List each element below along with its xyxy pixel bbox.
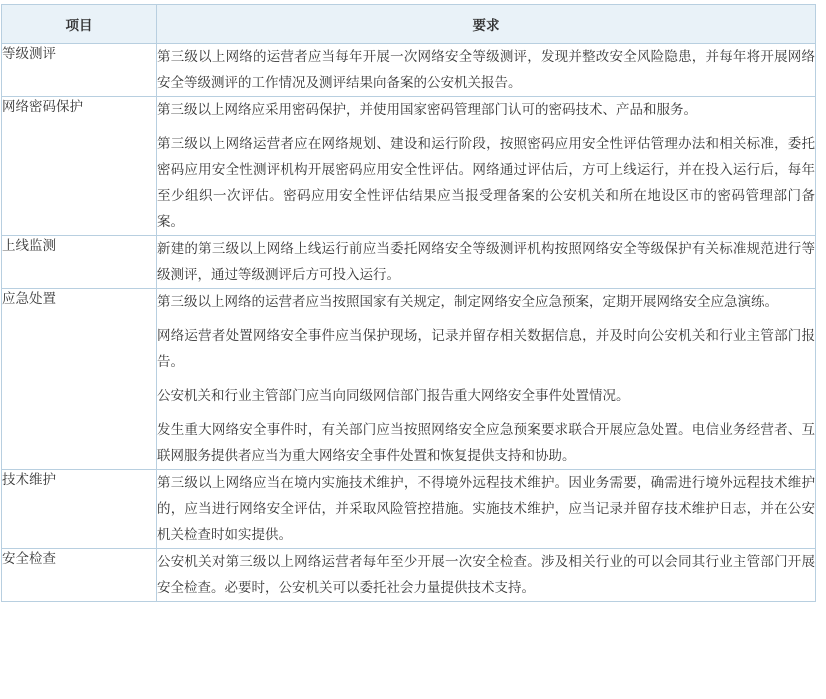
row-item-label: 应急处置 (2, 289, 157, 470)
table-header-row (2, 5, 816, 44)
row-item-label: 等级测评 (2, 44, 157, 97)
row-requirement (157, 44, 816, 97)
table-body (2, 44, 816, 602)
row-requirement (157, 549, 816, 602)
requirement-paragraph: 第三级以上网络运营者应在网络规划、建设和运行阶段，按照密码应用安全性评估管理办法和相关标准，委托密码应用安全性测评机构开展密码应用安全性评估。网络通过评估后，方可上线运行，并在投入运行后，每年至少组织一次评估。密码应用安全性评估结果应当报受理备案的公安机关和所在地设区市的密码管理部门备案。 (157, 136, 815, 230)
requirement-paragraph: 公安机关对第三级以上网络运营者每年至少开展一次安全检查。涉及相关行业的可以会同其行业主管部门开展安全检查。必要时，公安机关可以委托社会力量提供技术支持。 (157, 554, 815, 596)
requirement-paragraph: 新建的第三级以上网络上线运行前应当委托网络安全等级测评机构按照网络安全等级保护有关标准规范进行等级测评，通过等级测评后方可投入运行。 (157, 241, 815, 283)
row-item-label: 安全检查 (2, 549, 157, 602)
table-row (2, 97, 816, 236)
row-requirement (157, 236, 816, 289)
requirement-paragraph: 第三级以上网络应当在境内实施技术维护，不得境外远程技术维护。因业务需要，确需进行境外远程技术维护的，应当进行网络安全评估，并采取风险管控措施。实施技术维护，应当记录并留存技术维护日志，并在公安机关检查时如实提供。 (157, 475, 815, 543)
requirement-paragraph: 第三级以上网络的运营者应当每年开展一次网络安全等级测评，发现并整改安全风险隐患，并每年将开展网络安全等级测评的工作情况及测评结果向备案的公安机关报告。 (157, 49, 815, 91)
row-item-label: 网络密码保护 (2, 97, 157, 236)
requirements-table (1, 4, 816, 602)
row-requirement (157, 470, 816, 549)
table-row (2, 236, 816, 289)
row-item-label: 技术维护 (2, 470, 157, 549)
row-requirement (157, 289, 816, 470)
header-requirement: 要求 (157, 5, 816, 44)
row-requirement (157, 97, 816, 236)
requirement-paragraph: 网络运营者处置网络安全事件应当保护现场，记录并留存相关数据信息，并及时向公安机关和行业主管部门报告。 (157, 328, 815, 370)
requirement-paragraph: 发生重大网络安全事件时，有关部门应当按照网络安全应急预案要求联合开展应急处置。电信业务经营者、互联网服务提供者应当为重大网络安全事件处置和恢复提供支持和协助。 (157, 422, 815, 464)
requirement-paragraph: 第三级以上网络应采用密码保护，并使用国家密码管理部门认可的密码技术、产品和服务。 (157, 102, 697, 118)
requirement-paragraph: 公安机关和行业主管部门应当向同级网信部门报告重大网络安全事件处置情况。 (157, 388, 630, 404)
requirement-paragraph: 第三级以上网络的运营者应当按照国家有关规定，制定网络安全应急预案，定期开展网络安全应急演练。 (157, 294, 778, 310)
table-row (2, 470, 816, 549)
table-row (2, 549, 816, 602)
table-row (2, 289, 816, 470)
header-item: 项目 (2, 5, 157, 44)
row-item-label: 上线监测 (2, 236, 157, 289)
table-row (2, 44, 816, 97)
